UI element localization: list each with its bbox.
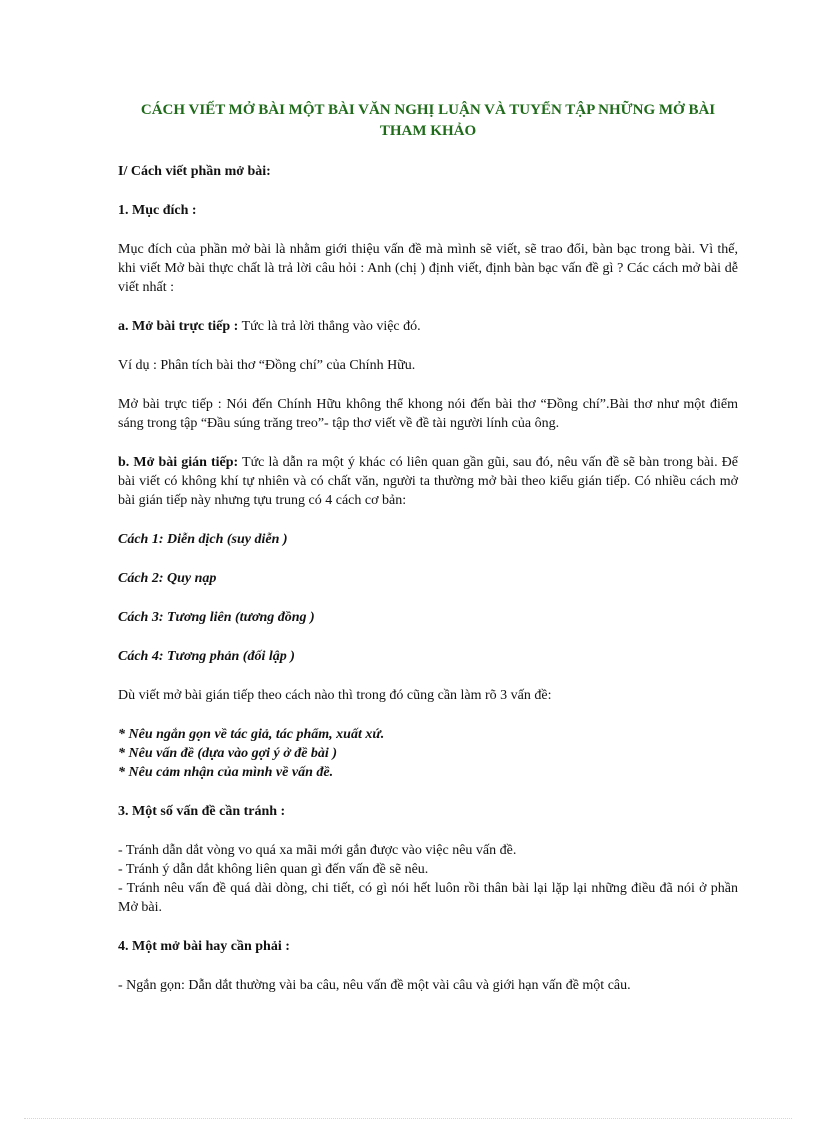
method-1: Cách 1: Diễn dịch (suy diễn ) — [118, 532, 288, 547]
indirect-opening-paragraph — [118, 453, 738, 510]
method-4: Cách 4: Tương phản (đối lập ) — [118, 649, 295, 664]
document-page — [118, 100, 738, 1015]
purpose-paragraph: Mục đích của phần mở bài là nhằm giới thiệu vấn đề mà mình sẽ viết, sẽ trao đổi, bàn bạc trong bài. Vì thế, khi viết Mở bài thực chất là trả lời câu hỏi : Anh (chị ) định viết, định bàn bạc vấn đề gì ? Các cách mở bài dễ viết nhất : — [118, 242, 738, 295]
good-opening-item: - Ngắn gọn: Dẫn dắt thường vài ba câu, nêu vấn đề một vài câu và giới hạn vấn đề một câu. — [118, 978, 631, 993]
direct-opening-label: a. Mở bài trực tiếp : — [118, 319, 239, 334]
method-2: Cách 2: Quy nạp — [118, 571, 217, 586]
page-bottom-divider — [24, 1118, 792, 1119]
requirement-list — [118, 725, 738, 782]
avoid-list — [118, 841, 738, 917]
avoid-item: - Tránh nêu vấn đề quá dài dòng, chi tiết, có gì nói hết luôn rồi thân bài lại lặp lại những điều đã nói ở phần Mở bài. — [118, 881, 738, 915]
direct-opening-text: Tức là trả lời thẳng vào việc đó. — [238, 319, 421, 334]
avoid-heading: 3. Một số vấn đề cần tránh : — [118, 804, 286, 819]
requirement-item: * Nêu ngắn gọn về tác giả, tác phẩm, xuất xứ. — [118, 727, 385, 742]
requirement-item: * Nêu vấn đề (dựa vào gợi ý ở đề bài ) — [118, 746, 337, 761]
avoid-item: - Tránh ý dẫn dắt không liên quan gì đến vấn đề sẽ nêu. — [118, 862, 429, 877]
method-3: Cách 3: Tương liên (tương đồng ) — [118, 610, 315, 625]
purpose-heading: 1. Mục đích : — [118, 203, 197, 218]
good-opening-list — [118, 976, 738, 995]
requirement-item: * Nêu cảm nhận của mình về vấn đề. — [118, 765, 334, 780]
example-paragraph: Ví dụ : Phân tích bài thơ “Đồng chí” của Chính Hữu. — [118, 358, 416, 373]
good-opening-heading: 4. Một mở bài hay cần phải : — [118, 939, 290, 954]
direct-opening-paragraph — [118, 317, 738, 336]
avoid-item: - Tránh dẫn dắt vòng vo quá xa mãi mới gắn được vào việc nêu vấn đề. — [118, 843, 517, 858]
requirement-intro: Dù viết mở bài gián tiếp theo cách nào thì trong đó cũng cần làm rõ 3 vấn đề: — [118, 688, 552, 703]
indirect-opening-label: b. Mở bài gián tiếp: — [118, 455, 239, 470]
direct-example-paragraph: Mở bài trực tiếp : Nói đến Chính Hữu không thể khong nói đến bài thơ “Đồng chí”.Bài thơ như một điểm sáng trong tập “Đầu súng trăng treo”- tập thơ viết về đề tài người lính của ông. — [118, 397, 738, 431]
section-heading-opening: I/ Cách viết phần mở bài: — [118, 164, 271, 179]
indirect-opening-text: Tức là dẫn ra một ý khác có liên quan gần gũi, sau đó, nêu vấn đề sẽ bàn trong bài. Để bài viết có không khí tự nhiên và có chất văn, người ta thường mở bài theo kiểu gián tiếp. Có nhiều cách mở bài gián tiếp này nhưng tựu trung có 4 cách cơ bản: — [118, 455, 738, 508]
document-title: CÁCH VIẾT MỞ BÀI MỘT BÀI VĂN NGHỊ LUẬN VÀ TUYỂN TẬP NHỮNG MỞ BÀI THAM KHẢO — [140, 102, 716, 139]
